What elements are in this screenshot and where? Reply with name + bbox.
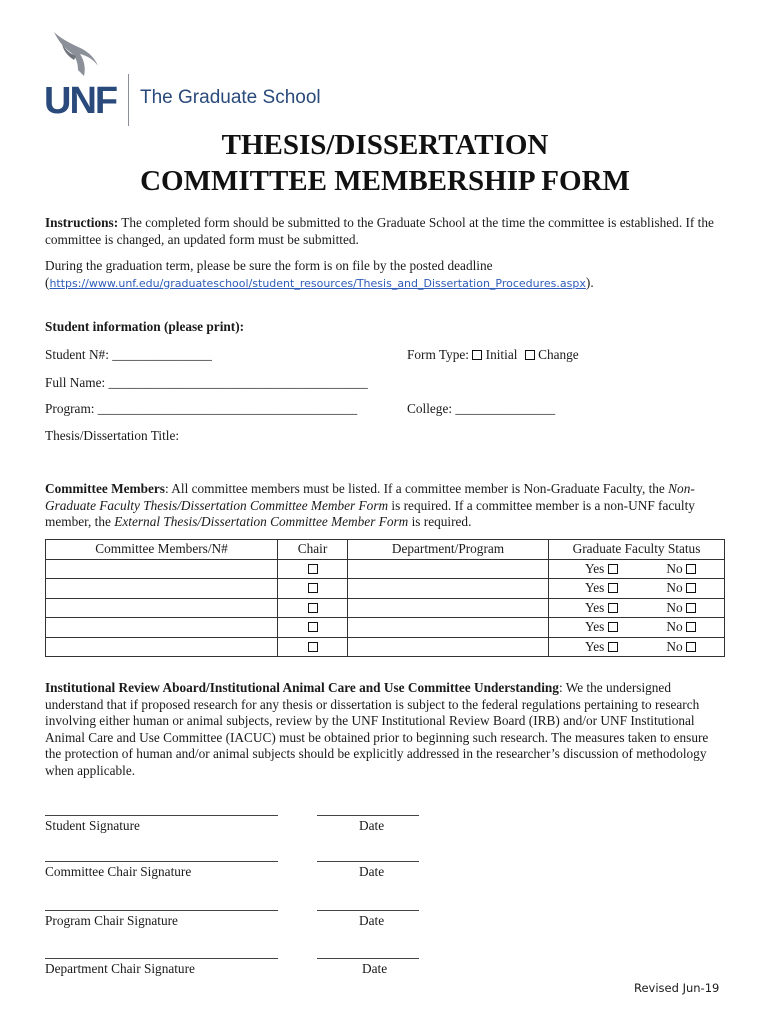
department-cell[interactable] (348, 598, 549, 618)
instructions-label: Instructions: (45, 215, 119, 230)
chair-checkbox[interactable] (308, 564, 318, 574)
full-name-field[interactable]: Full Name: _______________________________________ (45, 375, 368, 390)
deadline-text: During the graduation term, please be sure the form is on file by the posted deadline ( (45, 258, 493, 290)
department-chair-signature-label: Department Chair Signature (45, 961, 195, 976)
committee-text-2: is required. If a committee member is a non-UNF faculty member, the (45, 497, 695, 529)
no-checkbox[interactable] (686, 622, 696, 632)
table-row (46, 579, 725, 599)
title-field-label: Thesis/Dissertation Title: (45, 428, 180, 443)
student-date-line[interactable] (317, 815, 419, 816)
no-label: No (666, 560, 683, 576)
no-checkbox[interactable] (686, 583, 696, 593)
committee-paragraph (45, 481, 725, 531)
irb-heading: Institutional Review Aboard/Institutional Animal Care and Use Committee Understanding (45, 680, 559, 695)
student-signature-label: Student Signature (45, 818, 140, 833)
status-cell (549, 579, 725, 599)
chair-cell (278, 559, 348, 579)
yes-label: Yes (585, 560, 605, 576)
col-header-department: Department/Program (348, 540, 549, 560)
program-chair-signature-line[interactable] (45, 910, 278, 911)
procedures-link[interactable]: https://www.unf.edu/graduateschool/student_resources/Thesis_and_Dissertation_Procedures.aspx (49, 276, 586, 290)
form-title-line1: THESIS/DISSERTATION (221, 129, 549, 161)
col-header-members: Committee Members/N# (46, 540, 278, 560)
initial-label: Initial (485, 347, 518, 362)
committee-members-table (45, 539, 725, 657)
logo-divider (128, 74, 129, 126)
status-cell (549, 598, 725, 618)
no-checkbox[interactable] (686, 564, 696, 574)
form-type-label: Form Type: (407, 347, 469, 362)
chair-checkbox[interactable] (308, 603, 318, 613)
no-checkbox[interactable] (686, 642, 696, 652)
chair-checkbox[interactable] (308, 583, 318, 593)
yes-checkbox[interactable] (608, 642, 618, 652)
instructions-text: The completed form should be submitted to the Graduate School at the time the committee is established. If the committee is changed, an updated form must be submitted. (45, 215, 714, 247)
instructions-paragraph (45, 215, 725, 248)
member-cell[interactable] (46, 579, 278, 599)
member-cell[interactable] (46, 559, 278, 579)
committee-chair-signature-line[interactable] (45, 861, 278, 862)
student-signature-line[interactable] (45, 815, 278, 816)
status-cell (549, 637, 725, 657)
committee-heading: Committee Members (45, 481, 165, 496)
osprey-logo-icon (48, 30, 100, 82)
program-field[interactable]: Program: _______________________________________ (45, 401, 358, 416)
member-cell[interactable] (46, 637, 278, 657)
department-cell[interactable] (348, 637, 549, 657)
program-chair-signature-label: Program Chair Signature (45, 913, 178, 928)
table-header-row (46, 540, 725, 560)
unf-logo-text: UNF (44, 80, 117, 122)
col-header-faculty-status: Graduate Faculty Status (549, 540, 725, 560)
change-checkbox[interactable] (525, 350, 535, 360)
chair-checkbox[interactable] (308, 622, 318, 632)
no-label: No (666, 619, 683, 635)
no-checkbox[interactable] (686, 603, 696, 613)
external-form-name: External Thesis/Dissertation Committee Member Form (114, 514, 409, 529)
student-info-heading: Student information (please print): (45, 319, 245, 334)
college-field[interactable]: College: _______________ (407, 401, 556, 416)
program-chair-date-label: Date (359, 913, 385, 928)
form-title-line2: COMMITTEE MEMBERSHIP FORM (140, 165, 630, 197)
department-chair-date-line[interactable] (317, 958, 419, 959)
chair-checkbox[interactable] (308, 642, 318, 652)
deadline-paragraph (45, 258, 725, 292)
revised-date: Revised Jun-19 (634, 981, 720, 995)
irb-text: : We the undersigned understand that if proposed research for any thesis or dissertation is subject to the federal regulations pertaining to research involving either human or animal subjects, review by the UNF Institutional Review Board (IRB) and/or UNF Institutional Animal Care and Use Committee (IACUC) must be obtained prior to beginning such research. The measures taken to ensure the protection of human and/or animal subjects should be explicitly addressed in the researcher’s discussion of methodology when applicable. (45, 680, 709, 778)
yes-checkbox[interactable] (608, 564, 618, 574)
table-row (46, 637, 725, 657)
department-cell[interactable] (348, 618, 549, 638)
no-label: No (666, 638, 683, 654)
chair-cell (278, 598, 348, 618)
school-name: The Graduate School (140, 87, 321, 108)
member-cell[interactable] (46, 598, 278, 618)
committee-chair-date-line[interactable] (317, 861, 419, 862)
department-cell[interactable] (348, 579, 549, 599)
no-label: No (666, 580, 683, 596)
student-date-label: Date (359, 818, 385, 833)
yes-label: Yes (585, 619, 605, 635)
status-cell (549, 559, 725, 579)
yes-checkbox[interactable] (608, 603, 618, 613)
irb-paragraph (45, 680, 725, 779)
chair-cell (278, 637, 348, 657)
form-type-group (407, 347, 579, 363)
chair-cell (278, 618, 348, 638)
yes-checkbox[interactable] (608, 622, 618, 632)
department-chair-date-label: Date (362, 961, 388, 976)
committee-chair-signature-label: Committee Chair Signature (45, 864, 192, 879)
yes-label: Yes (585, 599, 605, 615)
initial-checkbox[interactable] (472, 350, 482, 360)
table-row (46, 559, 725, 579)
deadline-close: ). (585, 274, 594, 290)
committee-text-1: : All committee members must be listed. If a committee member is Non-Graduate Faculty, the (164, 481, 669, 496)
committee-chair-date-label: Date (359, 864, 385, 879)
student-n-field[interactable]: Student N#: _______________ (45, 347, 212, 362)
department-cell[interactable] (348, 559, 549, 579)
committee-text-3: is required. (408, 514, 472, 529)
yes-label: Yes (585, 638, 605, 654)
yes-label: Yes (585, 580, 605, 596)
member-cell[interactable] (46, 618, 278, 638)
chair-cell (278, 579, 348, 599)
unf-graduate-school-logo (44, 30, 344, 130)
no-label: No (666, 599, 683, 615)
col-header-chair: Chair (278, 540, 348, 560)
table-row (46, 598, 725, 618)
change-label: Change (538, 347, 579, 362)
table-row (46, 618, 725, 638)
yes-checkbox[interactable] (608, 583, 618, 593)
status-cell (549, 618, 725, 638)
department-chair-signature-line[interactable] (45, 958, 278, 959)
non-graduate-form-name: Non-Graduate Faculty Thesis/Dissertation Committee Member Form (45, 481, 695, 513)
program-chair-date-line[interactable] (317, 910, 419, 911)
